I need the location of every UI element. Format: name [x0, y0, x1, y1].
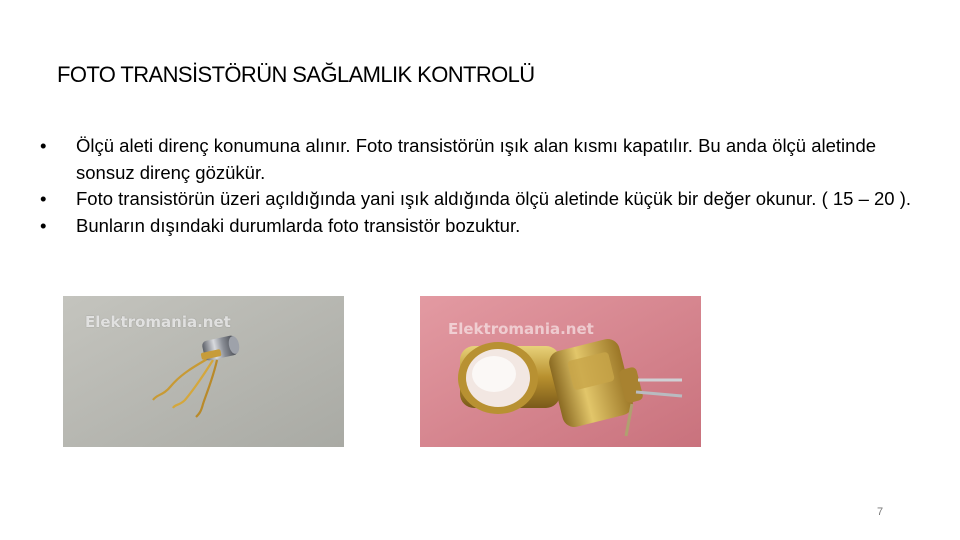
- bullet-text: Foto transistörün üzeri açıldığında yani ışık aldığında ölçü aletinde küçük bir değer okunur. ( 15 – 20 ).: [76, 188, 912, 209]
- bullet-item: [40, 186, 920, 213]
- bullet-list: [40, 133, 920, 239]
- bullet-text: Bunların dışındaki durumlarda foto transistör bozuktur.: [76, 214, 521, 236]
- watermark: Elektromania.net: [85, 313, 231, 331]
- bullet-marker: •: [40, 135, 47, 156]
- watermark: Elektromania.net: [448, 320, 594, 338]
- slide-title: FOTO TRANSİSTÖRÜN SAĞLAMLIK KONTROLÜ: [57, 62, 535, 87]
- bullet-item: [40, 213, 920, 240]
- phototransistor-pair-illustration: [420, 296, 701, 447]
- page-number: 7: [876, 506, 884, 518]
- bullet-text: Ölçü aleti direnç konumuna alınır. Foto transistörün ışık alan kısmı kapatılır. Bu anda ölçü aletinde sonsuz direnç gözükür.: [76, 135, 877, 183]
- phototransistor-photo-left: [63, 296, 344, 447]
- bullet-item: [40, 133, 920, 186]
- phototransistor-photo-right: [420, 296, 701, 447]
- bullet-marker: •: [40, 188, 47, 209]
- bullet-marker: •: [40, 214, 47, 236]
